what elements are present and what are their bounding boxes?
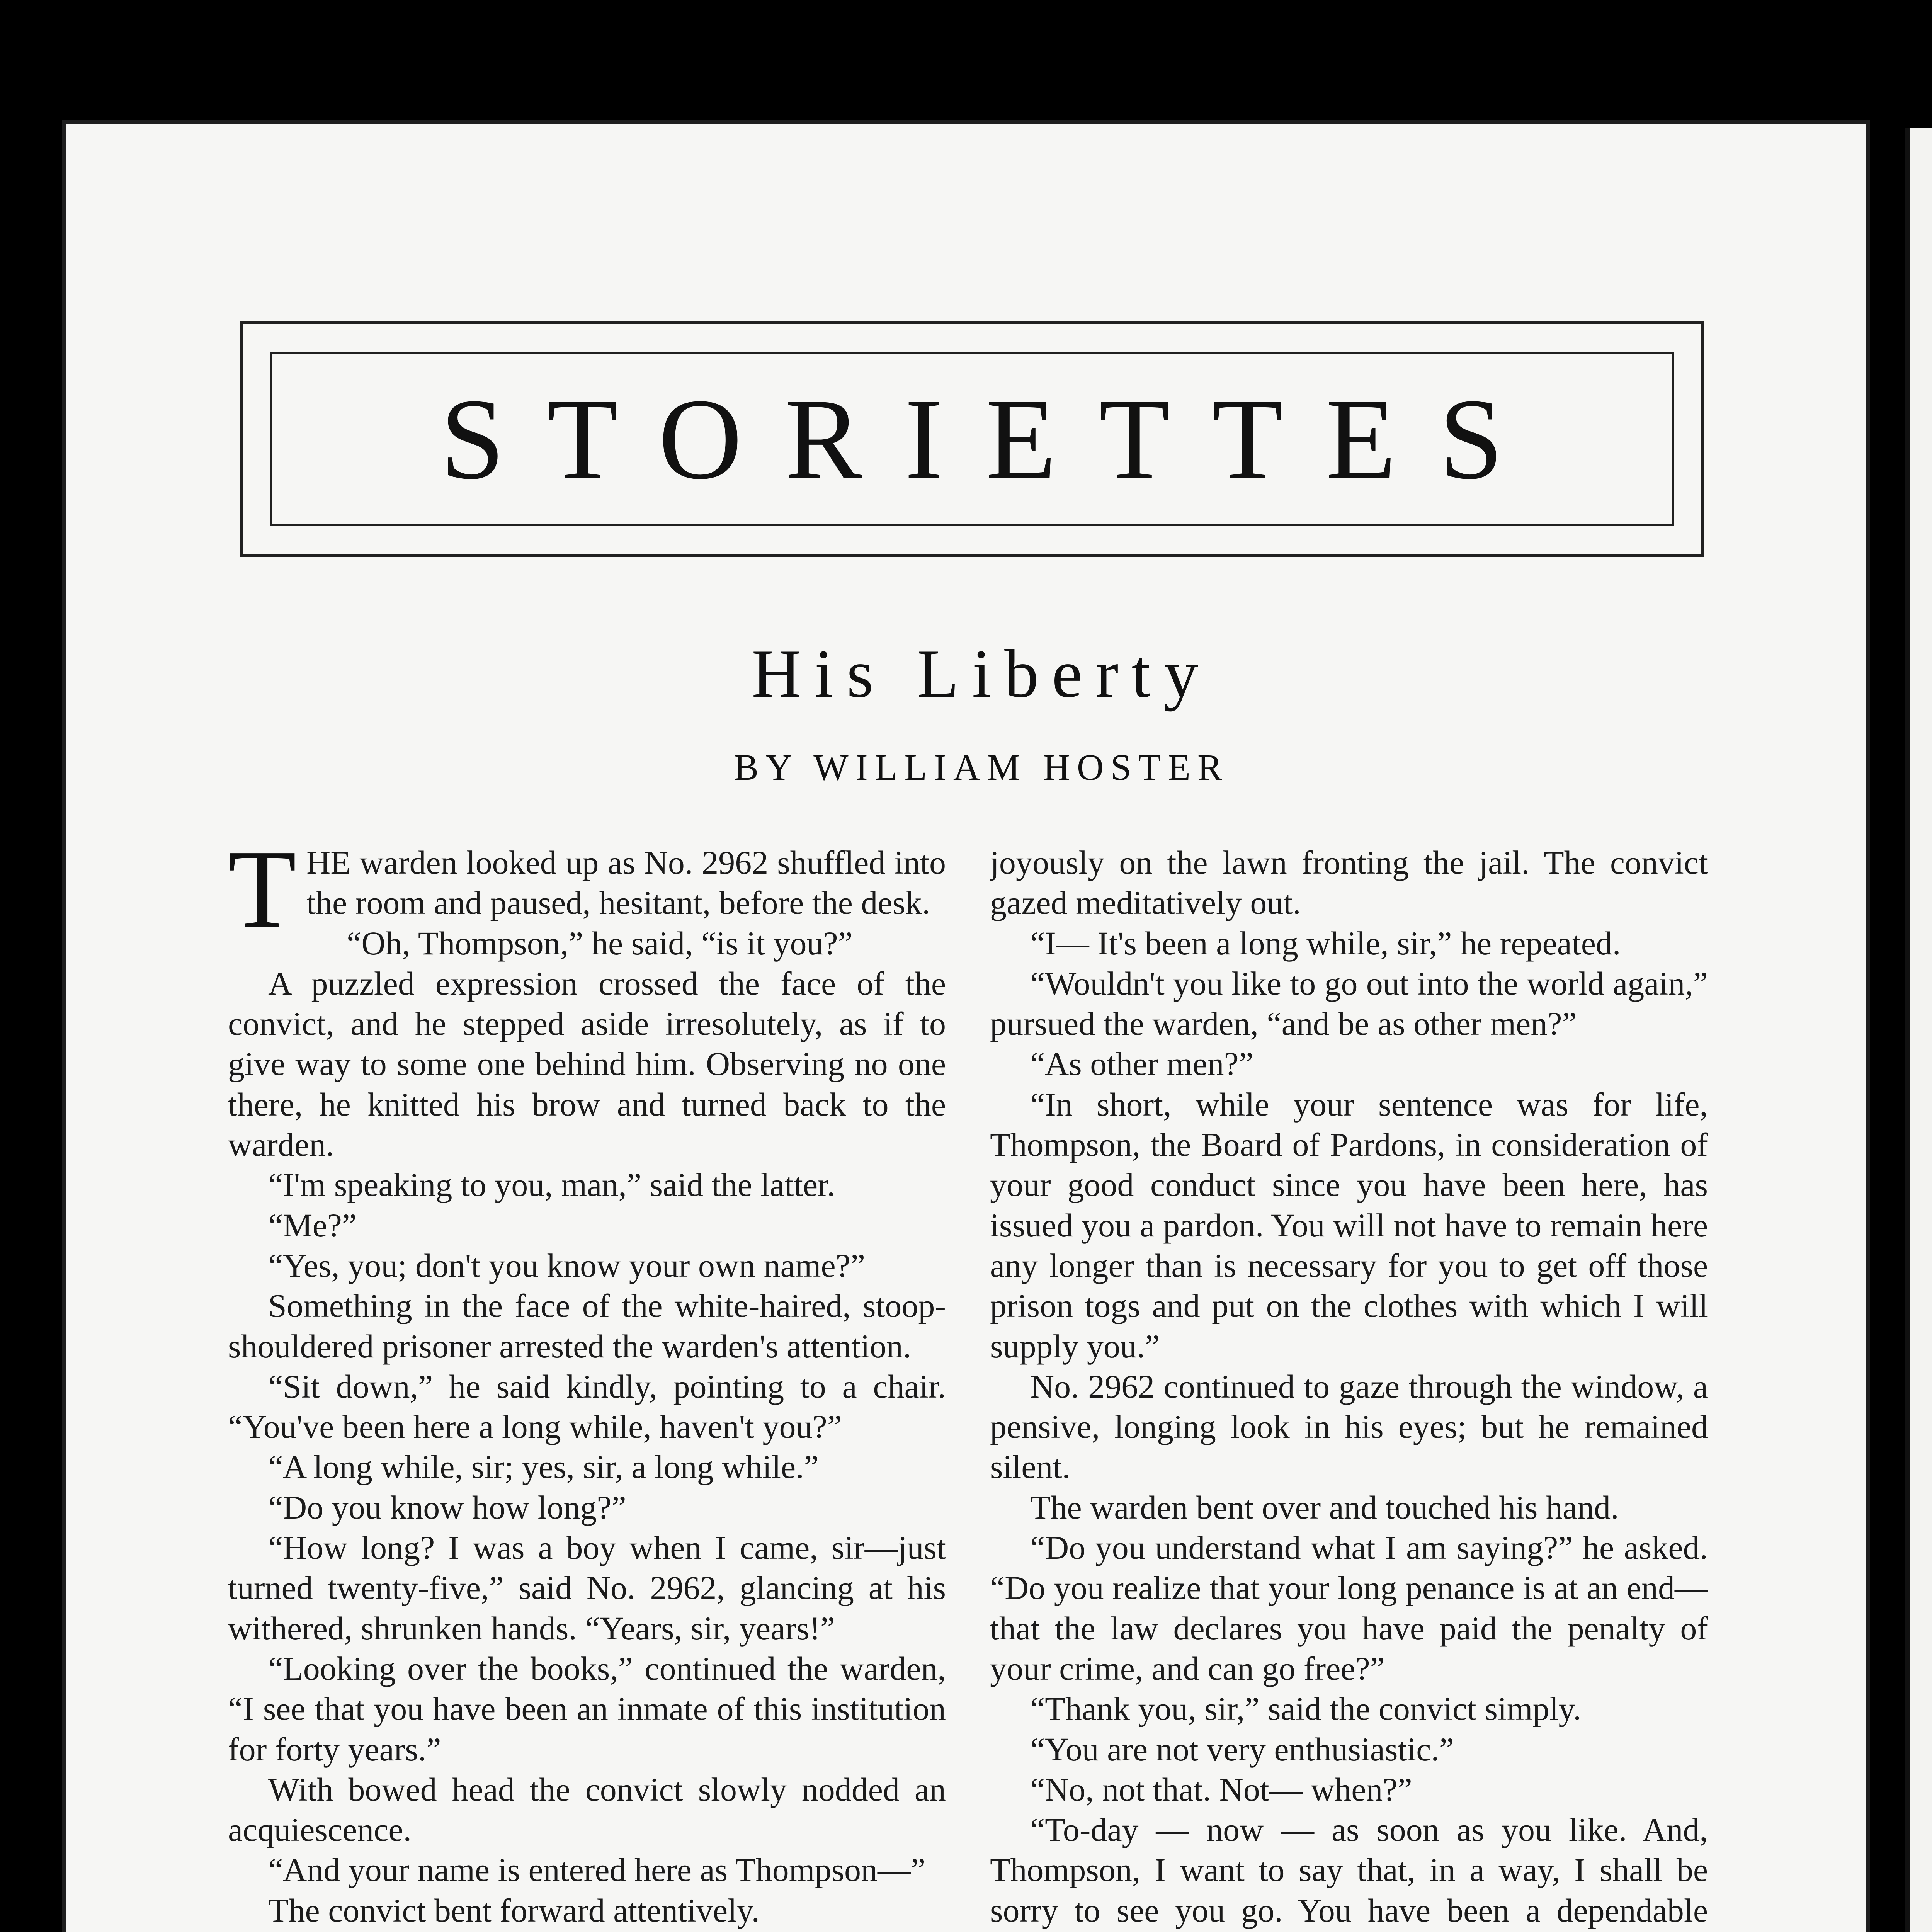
paragraph: “Wouldn't you like to go out into the world again,” pursued the warden, “and be as other men?” — [990, 964, 1708, 1043]
paragraph-text: HE warden looked up as No. 2962 shuffled into the room and paused, hesitant, before the desk. — [306, 844, 946, 922]
paragraph: With bowed head the convict slowly nodded an acquiescence. — [228, 1770, 946, 1849]
paragraph: A puzzled expression crossed the face of the convict, and he stepped aside irresolutely, as if to give way to some one behind him. Observing no one there, he knitted his brow and turned back to the warden. — [228, 964, 946, 1163]
adjacent-page-edge — [1905, 128, 1932, 1932]
paragraph: joyously on the lawn fronting the jail. The convict gazed meditatively out. — [990, 844, 1708, 922]
paragraph: Something in the face of the white-haired, stoop-shouldered prisoner arrested the warden's attention. — [228, 1287, 946, 1365]
paragraph: “To-day — now — as soon as you like. And, Thompson, I want to say that, in a way, I shall be sorry to see you go. You have been a dependable — [990, 1811, 1708, 1929]
paragraph: “Do you understand what I am saying?” he asked. “Do you realize that your long penance is at an end—that the law declares you have paid the penalty of your crime, and can go free?” — [990, 1529, 1708, 1687]
paragraph: The convict bent forward attentively. — [268, 1891, 760, 1929]
section-title: STORIETTES — [440, 374, 1546, 503]
section-header-frame — [240, 321, 1704, 557]
paragraph: “And your name is entered here as Thompson—” — [268, 1851, 926, 1889]
paragraph: “Yes, you; don't you know your own name?” — [268, 1247, 866, 1284]
paragraph: “Looking over the books,” continued the warden, “I see that you have been an inmate of this institution for forty years.” — [228, 1650, 946, 1768]
paragraph: No. 2962 continued to gaze through the window, a pensive, longing look in his eyes; but he remained silent. — [990, 1367, 1708, 1486]
paragraph: “I'm speaking to you, man,” said the latter. — [268, 1166, 835, 1204]
paragraph: “Oh, Thompson,” he said, “is it you?” — [347, 924, 853, 962]
text-column-right — [990, 842, 1708, 1932]
paragraph: “You are not very enthusiastic.” — [1030, 1730, 1454, 1768]
paragraph — [228, 1930, 946, 1932]
byline: BY WILLIAM HOSTER — [734, 747, 1229, 788]
paragraph: “No, not that. Not— when?” — [1030, 1770, 1412, 1808]
paragraph: “As other men?” — [1030, 1045, 1253, 1083]
paragraph: “A long while, sir; yes, sir, a long while.” — [268, 1448, 819, 1486]
paragraph: “Sit down,” he said kindly, pointing to a chair. “You've been here a long while, haven't you?” — [228, 1367, 946, 1446]
paragraph: “In short, while your sentence was for life, Thompson, the Board of Pardons, in consideration of your good conduct since you have been here, has issued you a pardon. You will not have to remain here any longer than is necessary for you to get off those prison togs and put on the clothes with which I will supply you.” — [990, 1085, 1708, 1365]
story-title: His Liberty — [752, 635, 1211, 712]
paragraph: “Me?” — [268, 1206, 357, 1244]
paragraph: “Do you know how long?” — [268, 1488, 626, 1526]
paragraph: “How long? I was a boy when I came, sir—just turned twenty-five,” said No. 2962, glancing at his withered, shrunken hands. “Years, sir, years!” — [228, 1529, 946, 1647]
drop-cap: T — [228, 842, 297, 951]
text-column-left — [228, 842, 946, 1932]
section-header-inner-frame — [270, 352, 1674, 526]
paragraph: The warden bent over and touched his hand. — [1030, 1488, 1619, 1526]
paragraph: “I— It's been a long while, sir,” he repeated. — [1030, 924, 1621, 962]
paragraph: “Thank you, sir,” said the convict simply. — [1030, 1690, 1582, 1728]
